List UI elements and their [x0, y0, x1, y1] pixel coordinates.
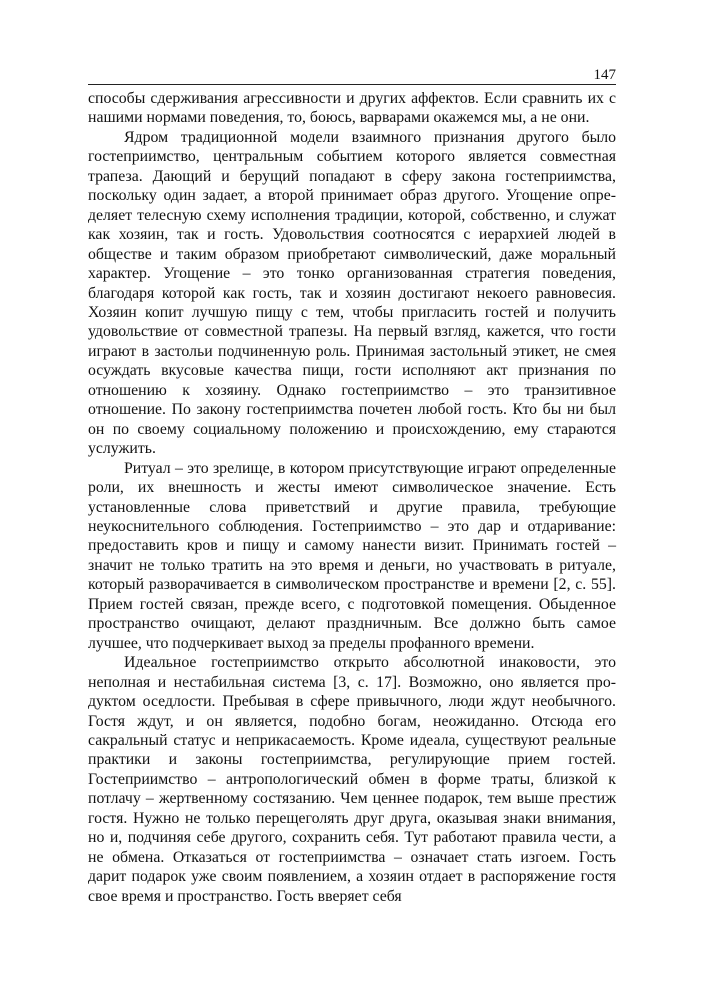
paragraph: Ядром традиционной модели взаимного признания другого было гостеприимство, центральным событием которого является совместная трапеза. Дающий и берущий попадают в сферу закона гостеприимства, поскольку один задает, а второй принимает образ другого. Угощение определяет телесную схему исполнения традиции, которой, собственно, и служат как хозяин, так и гость. Удовольствия соотносятся с иерархией людей в обществе и таким образом приобретают символический, даже моральный характер. Угощение – это тонко организованная стратегия поведения, благодаря которой как гость, так и хозяин достигают некоего равновесия. Хозяин копит лучшую пищу с тем, чтобы пригласить гостей и получить удовольствие от совместной трапезы. На первый взгляд, кажется, что гости играют в застольи подчиненную роль. Принимая застольный этикет, не смея осуждать вкусовые качества пищи, гости исполняют акт признания по отношению к хозяину. Однако гостеприимство – это транзитивное отношение. По закону гостеприимства почетен любой гость. Кто бы ни был он по своему социальному положению и происхождению, ему стараются услужить.	[88, 128, 616, 458]
paragraph: Идеальное гостеприимство открыто абсолютной инаковости, это неполная и нестабильная система [3, с. 17]. Возможно, оно является продуктом оседлости. Пребывая в сфере привычного, люди ждут необычного. Гостя ждут, и он является, подобно богам, неожиданно. Отсюда его сакральный статус и неприкасаемость. Кроме идеала, существуют реальные практики и законы гостеприимства, регулирующие прием гостей. Гостеприимство – антропологический обмен в форме траты, близкой к потлачу – жертвенному состязанию. Чем ценнее подарок, тем выше престиж гостя. Нужно не только перещеголять друг друга, оказывая знаки внимания, но и, подчиняя себе другого, сохранить себя. Тут работают правила чести, а не обмена. Отказаться от гостеприимства – означает стать изгоем. Гость дарит подарок уже своим появлением, а хозяин отдает в распоряжение гостя свое время и пространство. Гость вверяет себя	[88, 654, 616, 905]
text-body	[88, 89, 616, 906]
paragraph: способы сдерживания агрессивности и других аффектов. Если сравнить их с нашими нормами поведения, то, боюсь, варварами окажемся мы, а не они.	[88, 90, 616, 127]
header-rule	[88, 84, 616, 85]
page-number: 147	[593, 67, 616, 83]
paragraph: Ритуал – это зрелище, в котором присутствующие играют определенные роли, их внешность и жесты имеют символическое значение. Есть установленные слова приветствий и другие правила, требующие неукоснительного соблюдения. Гостеприимство – это дар и отдаривание: предоставить кров и пищу и самому нанести визит. Принимать гостей – значит не только тратить на это время и деньги, но участвовать в ритуале, который разворачивается в символическом пространстве и времени [2, с. 55]. Прием гостей связан, прежде всего, с подготовкой помещения. Обыденное пространство очищают, делают праздничным. Все должно быть самое лучшее, что подчеркивает выход за пределы профанного времени.	[88, 459, 616, 652]
